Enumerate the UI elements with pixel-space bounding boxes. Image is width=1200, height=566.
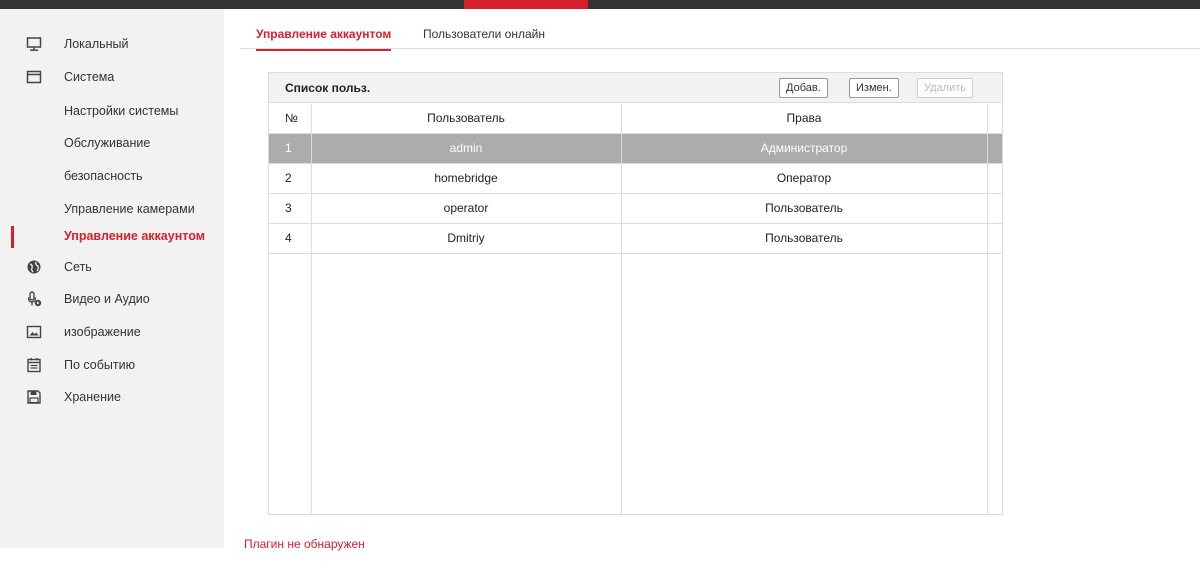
sidebar-item-label: изображение: [64, 325, 141, 339]
table-row[interactable]: [269, 224, 1002, 254]
sidebar-item-maintenance[interactable]: [0, 127, 224, 159]
header-role[interactable]: Права: [786, 111, 822, 125]
sidebar-item-label: Видео и Аудио: [64, 292, 150, 306]
row-role: Пользователь: [765, 201, 843, 215]
sidebar-item-video-audio[interactable]: [0, 283, 224, 315]
sidebar-item-system-settings[interactable]: [0, 95, 224, 127]
sidebar-item-label: Настройки системы: [64, 104, 179, 118]
sidebar: [0, 9, 224, 548]
table-header-row: [269, 104, 1002, 134]
column-divider: [987, 104, 988, 514]
sidebar-item-storage[interactable]: [0, 381, 224, 413]
column-divider: [311, 104, 312, 514]
tab-online-users[interactable]: Пользователи онлайн: [423, 27, 545, 41]
user-list-panel: [268, 72, 1003, 515]
table-row[interactable]: [269, 164, 1002, 194]
table-row[interactable]: [269, 134, 1002, 164]
sidebar-item-label: безопасность: [64, 169, 143, 183]
edit-user-button[interactable]: Измен.: [849, 78, 899, 98]
sidebar-item-label: По событию: [64, 358, 135, 372]
sidebar-item-label: Обслуживание: [64, 136, 151, 150]
column-divider: [621, 104, 622, 514]
header-no: №: [285, 111, 298, 125]
sidebar-item-label: Система: [64, 70, 115, 84]
row-no: 1: [285, 141, 292, 155]
calendar-icon: [26, 357, 42, 373]
sidebar-item-local[interactable]: [0, 28, 224, 60]
image-icon: [26, 324, 42, 340]
row-user: homebridge: [434, 171, 498, 185]
top-bar: [0, 0, 1200, 9]
row-user: Dmitriy: [447, 231, 485, 245]
sidebar-item-security[interactable]: [0, 160, 224, 192]
row-user: admin: [449, 141, 483, 155]
add-user-button[interactable]: Добав.: [779, 78, 828, 98]
panel-header: [269, 73, 1002, 103]
tab-account-management[interactable]: Управление аккаунтом: [256, 27, 391, 51]
monitor-icon: [26, 36, 42, 52]
window-icon: [26, 69, 42, 85]
sidebar-item-label: Сеть: [64, 260, 92, 274]
sidebar-item-system[interactable]: [0, 61, 224, 93]
sidebar-item-label: Управление аккаунтом: [64, 229, 205, 243]
tab-bar: [240, 18, 1200, 49]
row-user: operator: [443, 201, 489, 215]
microphone-icon: [26, 291, 42, 307]
table-row[interactable]: [269, 194, 1002, 224]
sidebar-item-label: Хранение: [64, 390, 121, 404]
user-table: [269, 104, 1002, 514]
panel-title: Список польз.: [285, 81, 371, 95]
sidebar-item-events[interactable]: [0, 349, 224, 381]
delete-user-button[interactable]: Удалить: [917, 78, 973, 98]
sidebar-item-label: Управление камерами: [64, 202, 195, 216]
top-bar-accent: [464, 0, 588, 9]
plugin-status: Плагин не обнаружен: [244, 537, 365, 551]
sidebar-item-label: Локальный: [64, 37, 129, 51]
row-role: Пользователь: [765, 231, 843, 245]
row-role: Оператор: [776, 171, 832, 185]
header-user[interactable]: Пользователь: [427, 111, 505, 125]
row-no: 2: [285, 171, 292, 185]
row-role: Администратор: [760, 141, 848, 155]
globe-icon: [26, 259, 42, 275]
floppy-icon: [26, 389, 42, 405]
sidebar-item-account-management[interactable]: [0, 220, 224, 252]
row-no: 3: [285, 201, 292, 215]
sidebar-item-network[interactable]: [0, 251, 224, 283]
sidebar-item-image[interactable]: [0, 316, 224, 348]
row-no: 4: [285, 231, 292, 245]
